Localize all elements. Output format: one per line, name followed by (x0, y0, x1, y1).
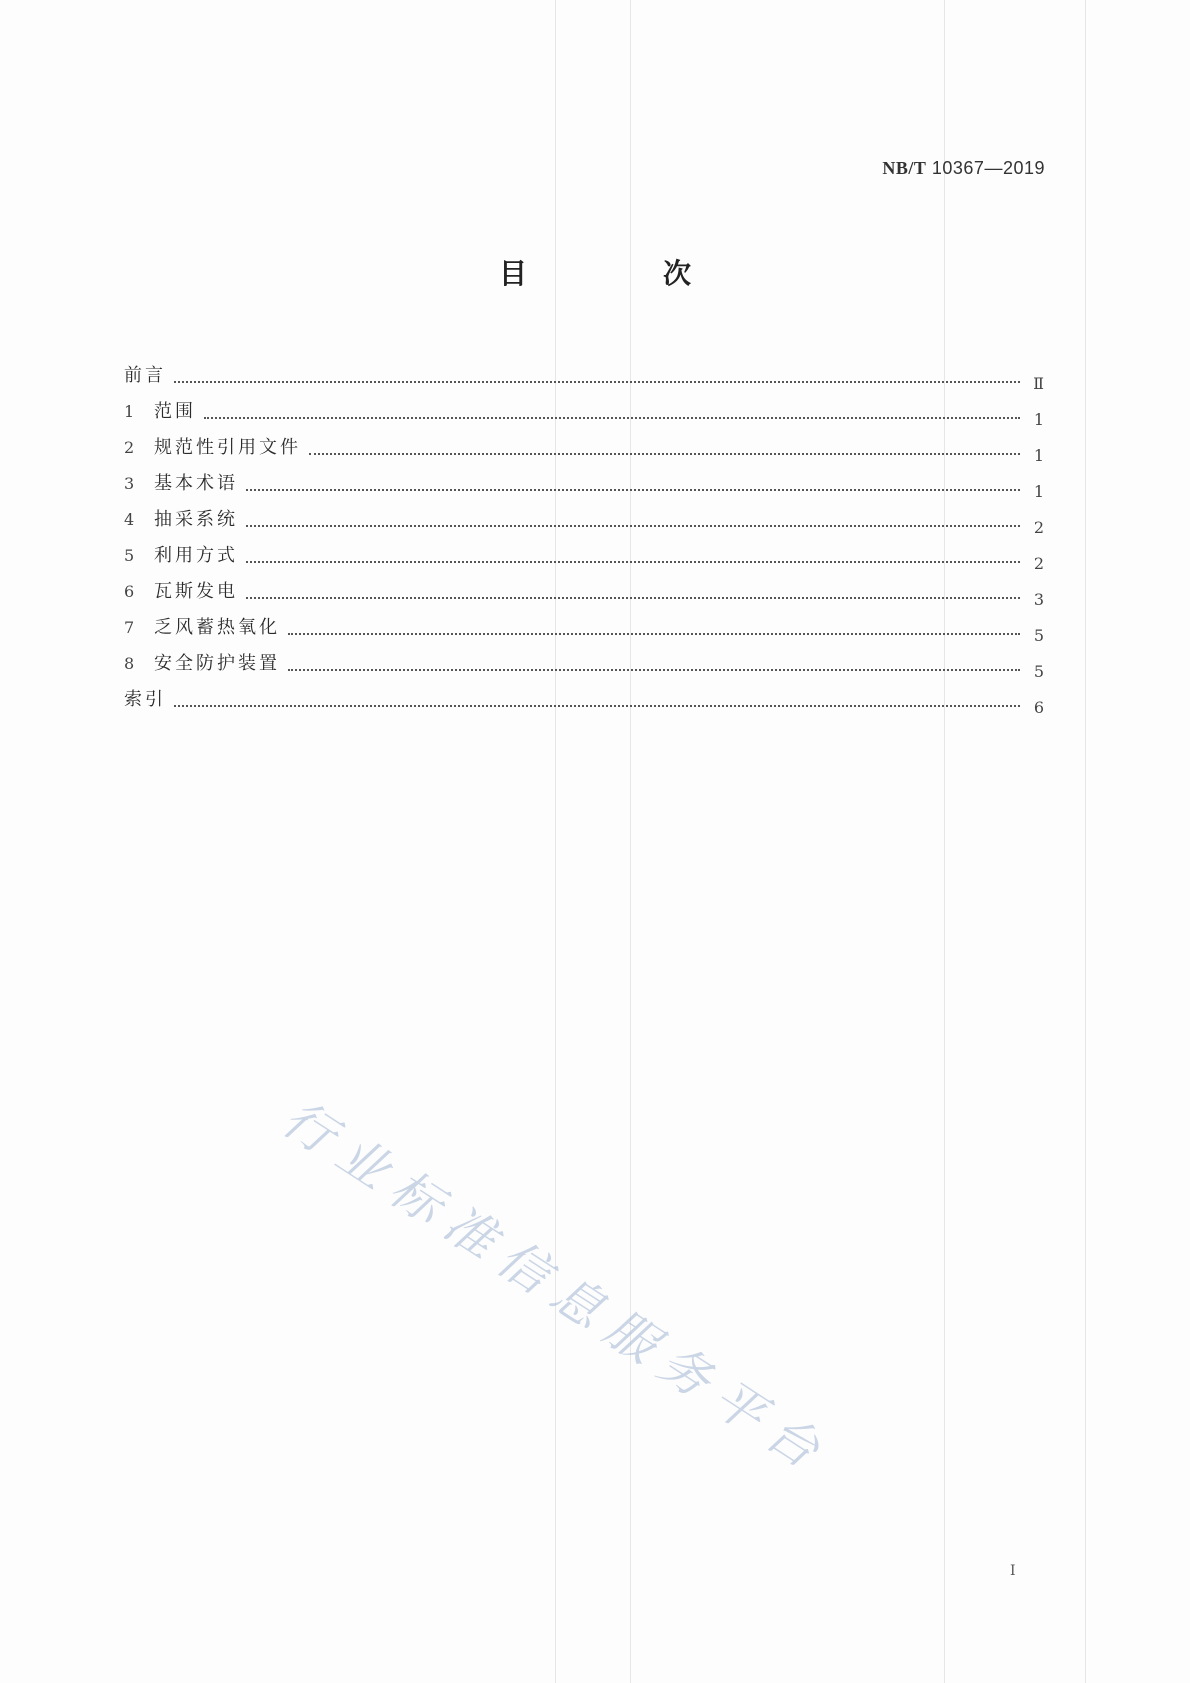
dot-leader (246, 596, 1020, 599)
toc-entry-normative-references[interactable] (124, 424, 1044, 465)
toc-entry-page: 1 (1033, 482, 1044, 501)
dot-leader (246, 524, 1020, 527)
toc-entry-page: 5 (1033, 662, 1044, 681)
toc-entry-index[interactable] (124, 676, 1044, 717)
toc-entry-scope[interactable] (124, 388, 1044, 429)
toc-entry-page: 3 (1033, 590, 1044, 609)
toc-entry-number: 7 (124, 618, 135, 637)
toc-entry-utilization-methods[interactable] (124, 532, 1044, 573)
toc-entry-number: 5 (124, 546, 135, 565)
toc-entry-page: 2 (1033, 554, 1044, 573)
standard-prefix: NB/T (882, 158, 927, 178)
toc-entry-page: 1 (1033, 446, 1044, 465)
toc-entry-page: 2 (1033, 518, 1044, 537)
toc-entry-number: 8 (124, 654, 135, 673)
watermark: 行业标准信息服务平台 (272, 1089, 841, 1487)
toc-entry-number: 6 (124, 582, 135, 601)
dot-leader (309, 452, 1020, 455)
toc-entry-label: 乏风蓄热氧化 (154, 617, 280, 638)
toc-entry-label: 规范性引用文件 (154, 437, 301, 458)
toc-entry-label: 抽采系统 (154, 509, 238, 530)
toc-entry-label: 安全防护装置 (154, 653, 280, 674)
toc-entry-label: 索引 (124, 689, 166, 710)
standard-number: 10367—2019 (931, 158, 1045, 178)
toc-title: 目 次 (498, 257, 745, 290)
dot-leader (204, 416, 1020, 419)
toc-entry-gas-power-generation[interactable] (124, 568, 1044, 609)
toc-entry-page: Ⅱ (1033, 374, 1044, 393)
dot-leader (246, 560, 1020, 563)
standard-code (882, 158, 1045, 179)
toc-entry-page: 5 (1033, 626, 1044, 645)
toc-entry-number: 4 (124, 510, 135, 529)
toc-entry-number: 3 (124, 474, 135, 493)
dot-leader (288, 668, 1020, 671)
toc-entry-number: 2 (124, 438, 135, 457)
toc-entry-drainage-system[interactable] (124, 496, 1044, 537)
dot-leader (174, 704, 1020, 707)
toc-entry-page: 1 (1033, 410, 1044, 429)
toc-entry-number: 1 (124, 402, 135, 421)
dot-leader (246, 488, 1020, 491)
toc-entry-safety-devices[interactable] (124, 640, 1044, 681)
table-of-contents (124, 352, 1044, 717)
toc-entry-label: 利用方式 (154, 545, 238, 566)
dot-leader (288, 632, 1020, 635)
toc-entry-label: 范围 (154, 401, 196, 422)
toc-entry-foreword[interactable] (124, 352, 1044, 393)
toc-entry-label: 瓦斯发电 (154, 581, 238, 602)
toc-entry-ventilation-air-oxidation[interactable] (124, 604, 1044, 645)
toc-entry-basic-terms[interactable] (124, 460, 1044, 501)
toc-entry-page: 6 (1033, 698, 1044, 717)
dot-leader (174, 380, 1020, 383)
toc-entry-label: 基本术语 (154, 473, 238, 494)
page-number: Ⅰ (1010, 1563, 1016, 1579)
toc-entry-label: 前言 (124, 365, 166, 386)
